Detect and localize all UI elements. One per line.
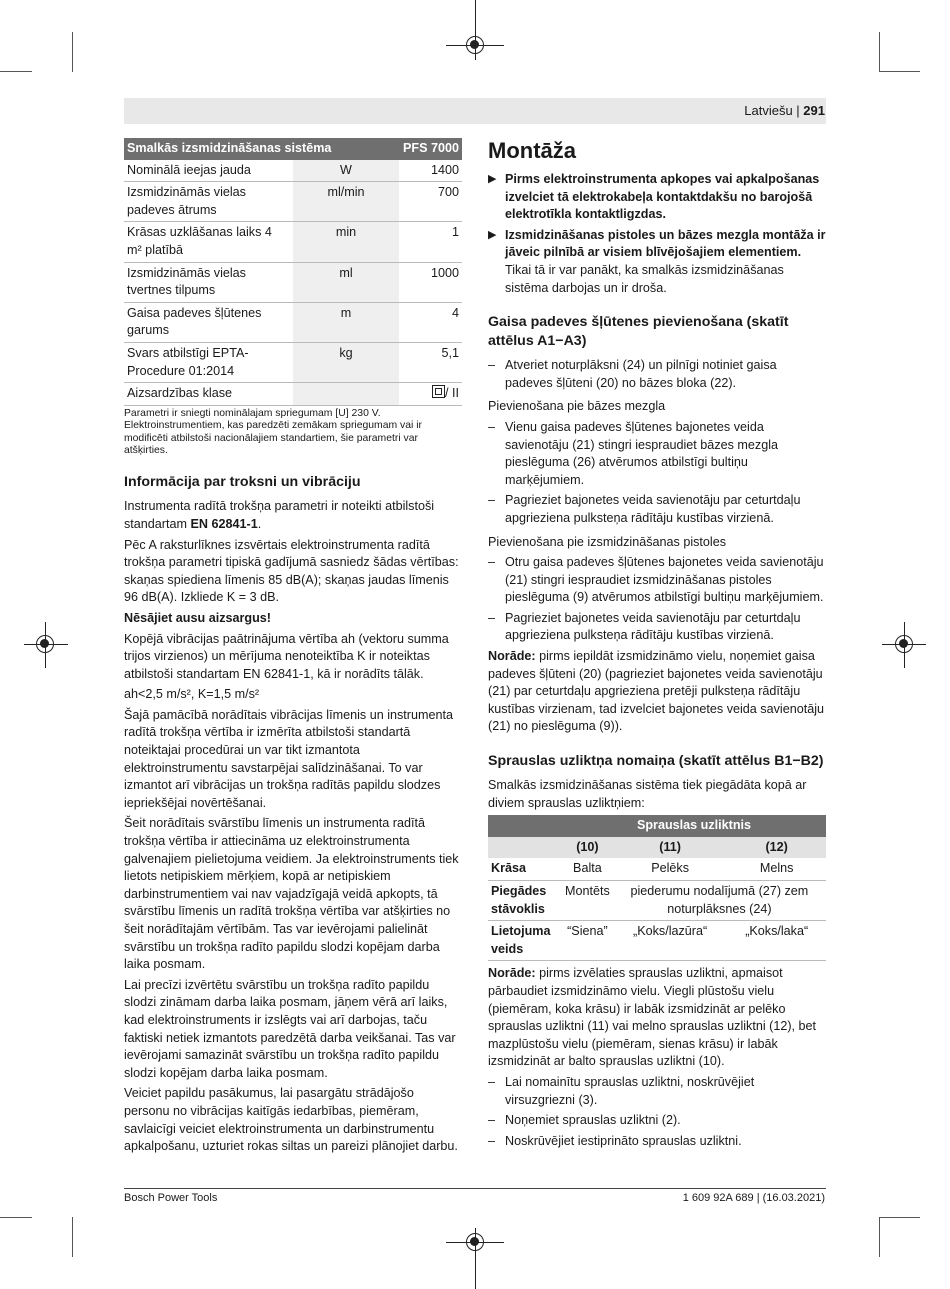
footer-right: 1 609 92A 689 | (16.03.2021) [682, 1192, 825, 1204]
spec-unit: kg [293, 342, 399, 382]
note: Norāde: pirms izvēlaties sprauslas uzliktni, apmaisot pārbaudiet izsmidzināmo vielu. Viegli plūstošu vielu (piemēram, koka krāsu) ir labāk izsmidzināt ar pelēko sprauslas uzliktni (11) vai melno sprauslas uzliktni (12), bet mazplūstošu vielu (piemēram, sienas krāsu) ir labāk izsmidzināt ar balto sprauslas uzliktni (10). [488, 966, 817, 1069]
nozzle-table [488, 815, 826, 961]
vibration-values: ah<2,5 m/s², K=1,5 m/s² [124, 687, 260, 702]
crop-mark [0, 1217, 32, 1218]
list-item: ▶ Pirms elektroinstrumenta apkopes vai apkalpošanas izvelciet tā elektrokabeļa kontaktdakšu no barojošā elektrotīkla kontaktligzdas. [488, 171, 826, 224]
table-row [124, 262, 462, 302]
table-row [124, 342, 462, 382]
section-heading-nozzle: Sprauslas uzliktņa nomaiņa (skatīt attēlus B1−B2) [488, 753, 824, 770]
spec-value: 4 [399, 302, 462, 342]
table-row: Piegādes stāvoklis Montēts piederumu nodalījumā (27) zem noturplāksnes (24) [488, 881, 826, 921]
crop-mark [880, 71, 920, 72]
subheading: Pievienošana pie izsmidzināšanas pistoles [488, 534, 727, 549]
spec-value: 1 [399, 222, 462, 262]
crop-mark [0, 71, 32, 72]
spec-unit: min [293, 222, 399, 262]
protection-class-cell [399, 383, 462, 406]
crop-mark [879, 1217, 880, 1257]
list-item: – Noņemiet sprauslas uzliktni (2). [488, 1113, 681, 1128]
left-column [124, 138, 462, 1159]
page-number: 291 [803, 103, 825, 118]
spec-label: Izsmidzināmās vielas padeves ātrums [124, 182, 293, 222]
spec-value: 5,1 [399, 342, 462, 382]
spec-label: Gaisa padeves šļūtenes garums [124, 302, 293, 342]
right-column [488, 138, 826, 1153]
spec-table-title: Smalkās izsmidzināšanas sistēma [124, 138, 399, 160]
registration-mark-icon [895, 635, 913, 653]
spec-label: Svars atbilstīgi EPTA-Procedure 01:2014 [124, 342, 293, 382]
spec-unit: ml/min [293, 182, 399, 222]
footer-left: Bosch Power Tools [124, 1192, 218, 1204]
crop-mark [72, 1217, 73, 1257]
table-row [124, 222, 462, 262]
spec-table-model: PFS 7000 [399, 138, 462, 160]
spec-table [124, 138, 462, 406]
registration-mark-icon [466, 36, 484, 54]
list-item: – Pagrieziet bajonetes veida savienotāju par ceturtdaļu apgrieziena pulksteņa rādītāju kustības virzienā. [488, 610, 801, 643]
spec-value: 1000 [399, 262, 462, 302]
section-heading-noise: Informācija par troksni un vibrāciju [124, 474, 361, 491]
list-item: – Noskrūvējiet iestiprināto sprauslas uzliktni. [488, 1133, 742, 1148]
nozzle-col: (10) [562, 837, 613, 859]
spec-unit [293, 383, 399, 406]
paragraph: Smalkās izsmidzināšanas sistēma tiek piegādāta kopā ar diviem sprauslas uzliktņiem: [488, 778, 807, 810]
section-title-montaza: Montāža [488, 138, 576, 163]
list-item: ▶ Izsmidzināšanas pistoles un bāzes mezgla montāža ir jāveic pilnībā ar visiem blīvējošajiem elementiem. Tikai tā ir var panākt, ka smalkās izsmidzināšanas sistēma darbojas un ir droša. [488, 227, 826, 297]
paragraph: Veiciet papildu pasākumus, lai pasargātu strādājošo personu no vibrācijas kaitīgās iedarbības, piemēram, savlaicīgi veiciet elektroinstrumenta un darbinstrumentu apkalpošanu, uzturiet rokas siltas un pareizi plānojiet darbu. [124, 1086, 458, 1154]
spec-value: 1400 [399, 160, 462, 182]
nozzle-col: (11) [613, 837, 728, 859]
paragraph: Instrumenta radītā trokšņa parametri ir noteikti atbilstoši standartam EN 62841-1. [124, 499, 435, 531]
note: Norāde: pirms iepildāt izsmidzināmo vielu, noņemiet gaisa padeves šļūteni (20) (pagrieziet bajonetes veida savienotāju (21) par ceturtdaļu apgrieziena pretēji pulksteņa rādītāju kustības virzienam, tad izvelciet bajonetes veida savienotāju (21) no pieslēguma (9)). [488, 649, 825, 734]
spec-footnote: Parametri ir sniegti nominālajam spriegumam [U] 230 V. Elektroinstrumentiem, kas paredzēti zemākam spriegumam vai ir modificēti atbilstoši nacionālajiem standartiem, šie parametri var atšķirties. [124, 407, 422, 456]
arrow-bullet-icon: ▶ [488, 228, 497, 241]
spec-label: Krāsas uzklāšanas laiks 4 m² platībā [124, 222, 293, 262]
spec-label: Aizsardzības klase [124, 383, 293, 406]
spec-unit: m [293, 302, 399, 342]
list-item: – Lai nomainītu sprauslas uzliktni, noskrūvējiet virsuzgriezni (3). [488, 1074, 755, 1107]
table-row: Lietojuma veids “Siena” „Koks/lazūra“ „Koks/laka“ [488, 921, 826, 961]
list-item: – Atveriet noturplāksni (24) un pilnīgi notiniet gaisa padeves šļūteni (20) no bāzes bloka (22). [488, 358, 777, 390]
paragraph: Šajā pamācībā norādītais vibrācijas līmenis un instrumenta radītā trokšņa vērtība ir izmērīta atbilstoši standartā noteiktajai procedūrai un var tikt izmantota elektroinstrumentu savstarpējai salīdzināšanai. To var izmantot arī vibrācijas un trokšņa radītās papildu slodzes iepriekšējai novērtēšanai. [124, 707, 453, 810]
table-row: Krāsa Balta Pelēks Melns [488, 858, 826, 880]
arrow-bullet-icon: ▶ [488, 173, 497, 185]
header-language: Latviešu [744, 103, 793, 118]
list-item: – Vienu gaisa padeves šļūtenes bajonetes veida savienotāju (21) stingri iespraudiet bāzes mezgla pieslēguma (26) atvērumos atbilstīgi bultiņu marķējumiem. [488, 419, 779, 487]
spec-label: Izsmidzināmās vielas tvertnes tilpums [124, 262, 293, 302]
registration-mark-icon [466, 1233, 484, 1251]
paragraph: Lai precīzi izvērtētu svārstību un trokšņa radīto papildu slodzi zināmam darba laika posmam, jāņem vērā arī laiks, kad elektroinstruments ir izslēgts vai arī darbojas, taču faktiski netiek izmantots paredzētā darba veikšanai. Tas var ievērojami samazināt svārstību un trokšņa radīto papildu slodzi kopējam darba laika posmam. [124, 977, 456, 1080]
paragraph: Šeit norādītais svārstību līmenis un instrumenta radītā trokšņa vērtība ir attiecināma uz elektroinstrumenta galvenajiem pielietojuma veidiem. Ja elektroinstruments tiek lietots netipiskiem mērķiem, kopā ar netipiskiem darbinstrumentiem vai nav vajadzīgajā veidā apkopts, tā svārstību līmenis un radītā trokšņa vērtība var atšķirties no šeit norādītajām vērtībām. Tas var ievērojami palielināt svārstību un trokšņa radīto papildu slodzi kopējam darba laika posmam. [124, 816, 459, 972]
crop-mark [879, 32, 880, 72]
paragraph: Pēc A raksturlīknes izsvērtais elektroinstrumenta radītā trokšņa parametri tipiskā gadījumā sasniedz šādas vērtības: skaņas spiediena līmenis 85 dB(A); skaņas jaudas līmenis 96 dB(A). Izkliede K = 3 dB. [124, 537, 459, 605]
spec-unit: W [293, 160, 399, 182]
nozzle-table-title: Sprauslas uzliktnis [562, 815, 826, 837]
paragraph: Kopējā vibrācijas paātrinājuma vērtība ah (vektoru summa trijos virzienos) un mērījuma nenoteiktība K ir noteiktas atbilstoši standartam EN 62841-1, kā ir norādīts tālāk. [124, 631, 449, 681]
crop-mark [880, 1217, 920, 1218]
nozzle-col: (12) [727, 837, 826, 859]
table-row [124, 302, 462, 342]
warning-text: Nēsājiet ausu aizsargus! [124, 610, 271, 625]
table-row [124, 182, 462, 222]
list-item: – Pagrieziet bajonetes veida savienotāju par ceturtdaļu apgrieziena pulksteņa rādītāju kustības virzienā. [488, 493, 801, 525]
spec-value: 700 [399, 182, 462, 222]
spec-label: Nominālā ieejas jauda [124, 160, 293, 182]
subheading: Pievienošana pie bāzes mezgla [488, 399, 666, 414]
registration-mark-icon [36, 635, 54, 653]
spec-unit: ml [293, 262, 399, 302]
header-bar [124, 98, 826, 124]
footer-rule [124, 1188, 826, 1189]
class-ii-icon [432, 385, 445, 398]
section-heading-hose: Gaisa padeves šļūtenes pievienošana (skatīt attēlus A1−A3) [488, 314, 789, 350]
table-row [124, 160, 462, 182]
spec-value: / II [445, 386, 459, 401]
crop-mark [72, 32, 73, 72]
list-item: – Otru gaisa padeves šļūtenes bajonetes veida savienotāju (21) stingri iespraudiet izsmidzināšanas pistoles pieslēguma (9) atvērumos atbilstīgi bultiņu marķējumiem. [488, 555, 824, 605]
table-row [124, 383, 462, 406]
page-header: Latviešu | 291 [744, 103, 825, 118]
